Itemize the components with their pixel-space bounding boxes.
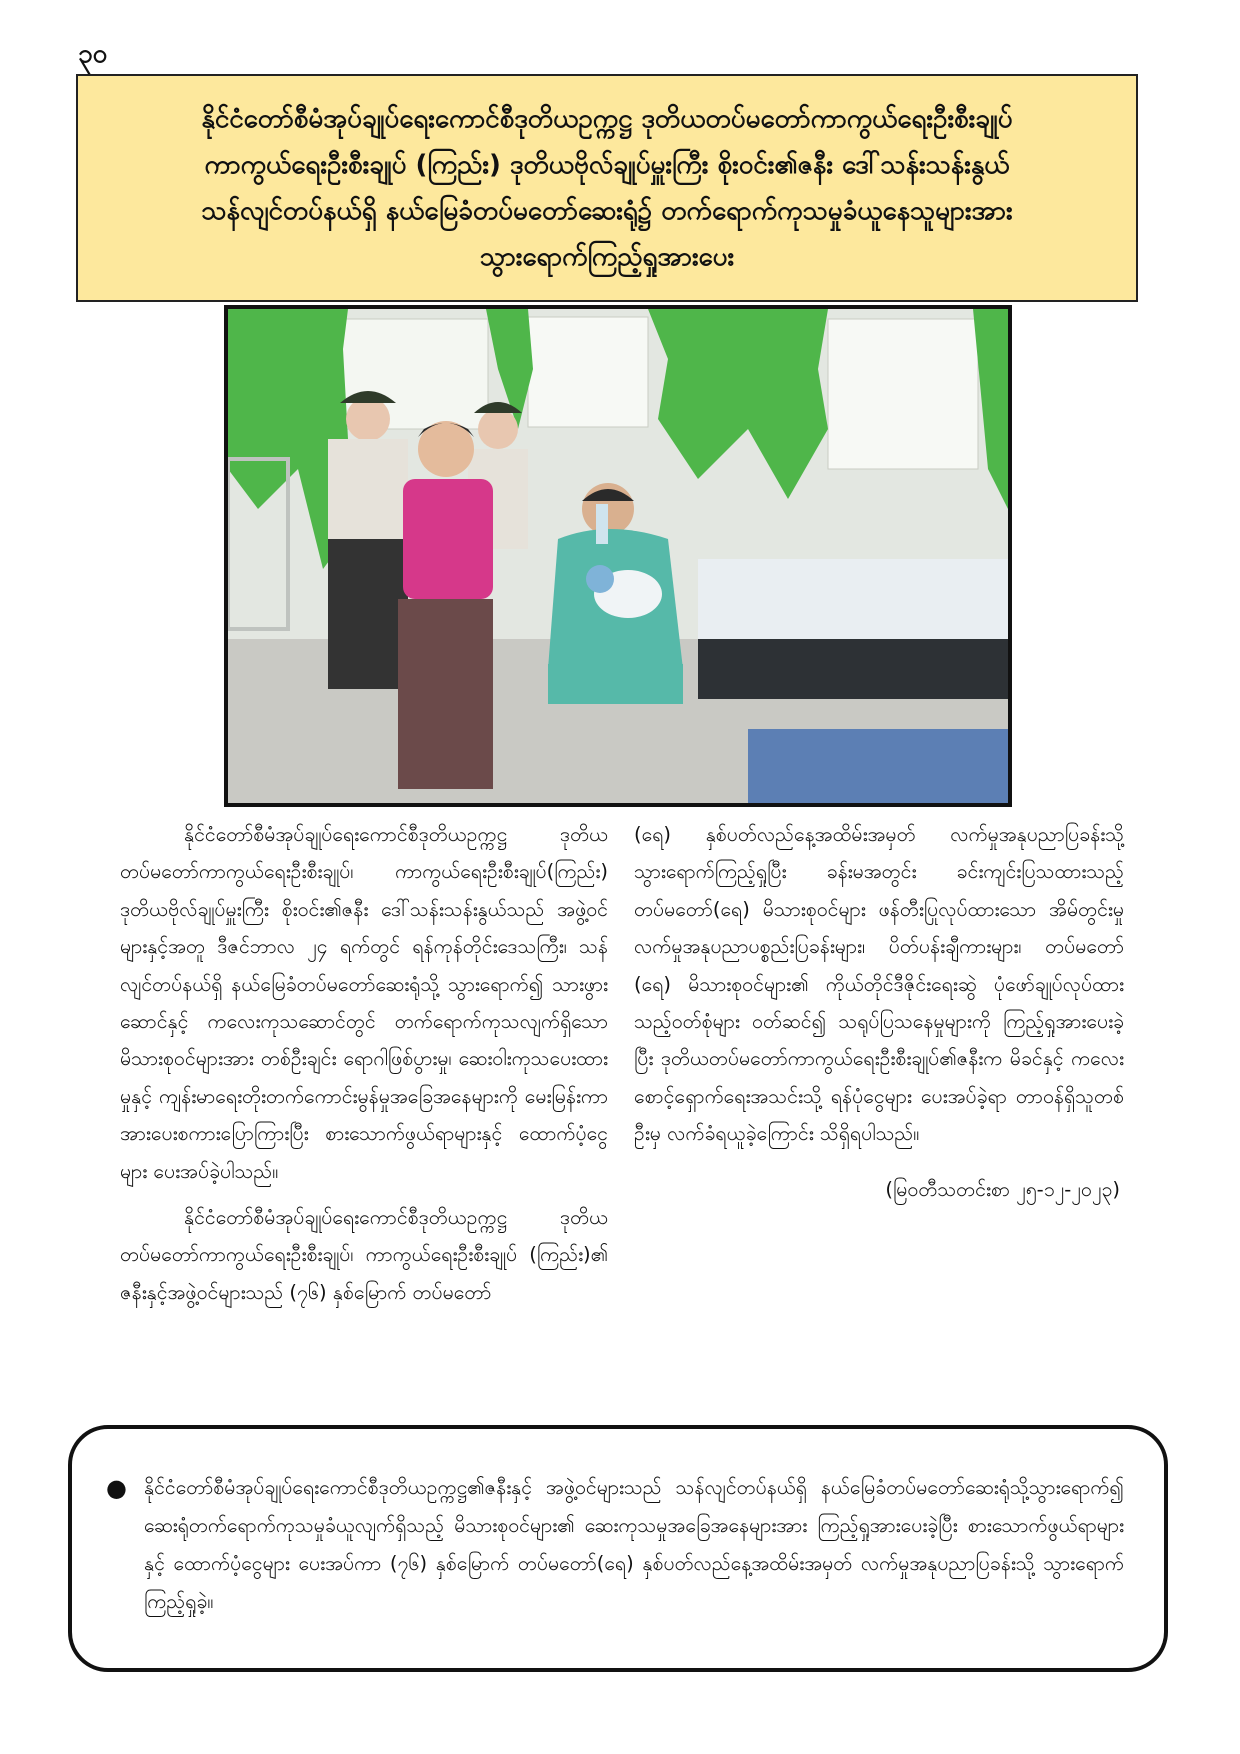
headline-line: သွားရောက်ကြည့်ရှုအားပေး [479,242,735,272]
summary-box [68,1425,1168,1672]
hospital-ward-visit-photo [224,305,1012,807]
headline-line: နိုင်ငံတော်စီမံအုပ်ချုပ်ရေးကောင်စီဒုတိယဥက္ကဋ္ဌ ဒုတိယတပ်မတော်ကာကွယ်ရေးဦးစီးချုပ် [201,104,1013,134]
article-paragraph: နိုင်ငံတော်စီမံအုပ်ချုပ်ရေးကောင်စီဒုတိယဥက္ကဋ္ဌ ဒုတိယ တပ်မတော်ကာကွယ်ရေးဦးစီးချုပ်၊ ကာကွယ်ရေးဦးစီးချုပ် (ကြည်း)၏ ဇနီးနှင့်အဖွဲ့ဝင်များသည် (၇၆) နှစ်မြောက် တပ်မတော် [120,1206,608,1304]
headline [201,96,1012,280]
headline-line: ကာကွယ်ရေးဦးစီးချုပ် (ကြည်း) ဒုတိယဗိုလ်ချုပ်မှူးကြီး စိုးဝင်း၏ဇနီး ဒေါ်သန်းသန်းနွယ် [204,150,1010,180]
summary-item [106,1469,1130,1621]
page-number: ၃၀ [78,39,108,69]
photo-illustration [228,309,1008,803]
bullet-icon: ● [106,1474,127,1502]
summary-text: နိုင်ငံတော်စီမံအုပ်ချုပ်ရေးကောင်စီဒုတိယဥက္ကဋ္ဌ၏ဇနီးနှင့် အဖွဲ့ဝင်များသည် သန်လျင်တပ်နယ်ရှိ နယ်မြေခံတပ်မတော်ဆေးရုံသို့သွားရောက်၍ ဆေးရုံတက်ရောက်ကုသမှုခံယူလျက်ရှိသည့် မိသားစုဝင်များ၏ ဆေးကုသမှုအခြေအနေများအား ကြည့်ရှုအားပေးခဲ့ပြီး စားသောက်ဖွယ်ရာများနှင့် ထောက်ပံ့ငွေများ ပေးအပ်ကာ (၇၆) နှစ်မြောက် တပ်မတော်(ရေ) နှစ်ပတ်လည်နေ့အထိမ်းအမှတ် လက်မှုအနုပညာပြခန်းသို့ သွားရောက်ကြည့်ရှုခဲ့။ [144,1476,1124,1613]
article-source: (မြဝတီသတင်းစာ ၂၅-၁၂-၂၀၂၃) [885,1177,1120,1201]
article-paragraph: (ရေ) နှစ်ပတ်လည်နေ့အထိမ်းအမှတ် လက်မှုအနုပညာပြခန်းသို့ သွားရောက်ကြည့်ရှုပြီး ခန်းမအတွင်း ခင်းကျင်းပြသထားသည့် တပ်မတော်(ရေ) မိသားစုဝင်များ ဖန်တီးပြုလုပ်ထားသော အိမ်တွင်းမှုလက်မှုအနုပညာပစ္စည်းပြခန်းများ၊ ပိတ်ပန်းချီကားများ၊ တပ်မတော် (ရေ) မိသားစုဝင်များ၏ ကိုယ်တိုင်ဒီဇိုင်းရေးဆွဲ ပုံဖော်ချုပ်လုပ်ထားသည့်ဝတ်စုံများ ဝတ်ဆင်၍ သရုပ်ပြသနေမှုများကို ကြည့်ရှုအားပေးခဲ့ပြီး ဒုတိယတပ်မတော်ကာကွယ်ရေးဦးစီးချုပ်၏ဇနီးက မိခင်နှင့် ကလေးစောင့်ရှောက်ရေးအသင်းသို့ ရန်ပုံငွေများ ပေးအပ်ခဲ့ရာ တာဝန်ရှိသူတစ်ဦးမှ လက်ခံရယူခဲ့ကြောင်း သိရှိရပါသည်။ [634,823,1124,1146]
headline-line: သန်လျင်တပ်နယ်ရှိ နယ်မြေခံတပ်မတော်ဆေးရုံ၌ တက်ရောက်ကုသမှုခံယူနေသူများအား [201,196,1013,226]
article-paragraph: နိုင်ငံတော်စီမံအုပ်ချုပ်ရေးကောင်စီဒုတိယဥက္ကဋ္ဌ ဒုတိယ တပ်မတော်ကာကွယ်ရေးဦးစီးချုပ်၊ ကာကွယ်ရေးဦးစီးချုပ်(ကြည်း) ဒုတိယဗိုလ်ချုပ်မှူးကြီး စိုးဝင်း၏ဇနီး ဒေါ်သန်းသန်းနွယ်သည် အဖွဲ့ဝင်များနှင့်အတူ ဒီဇင်ဘာလ ၂၄ ရက်တွင် ရန်ကုန်တိုင်းဒေသကြီး၊ သန်လျင်တပ်နယ်ရှိ နယ်မြေခံတပ်မတော်ဆေးရုံသို့ သွားရောက်၍ သားဖွားဆောင်နှင့် ကလေးကုသဆောင်တွင် တက်ရောက်ကုသလျက်ရှိသော မိသားစုဝင်များအား တစ်ဦးချင်း ရောဂါဖြစ်ပွားမှု၊ ဆေးဝါးကုသပေးထားမှုနှင့် ကျန်းမာရေးတိုးတက်ကောင်းမွန်မှုအခြေအနေများကို မေးမြန်းကာ အားပေးစကားပြောကြားပြီး စားသောက်ဖွယ်ရာများနှင့် ထောက်ပံ့ငွေများ ပေးအပ်ခဲ့ပါသည်။ [120,823,608,1183]
article-column-left [120,816,608,1311]
headline-box [76,74,1138,302]
article-column-right [634,816,1124,1208]
